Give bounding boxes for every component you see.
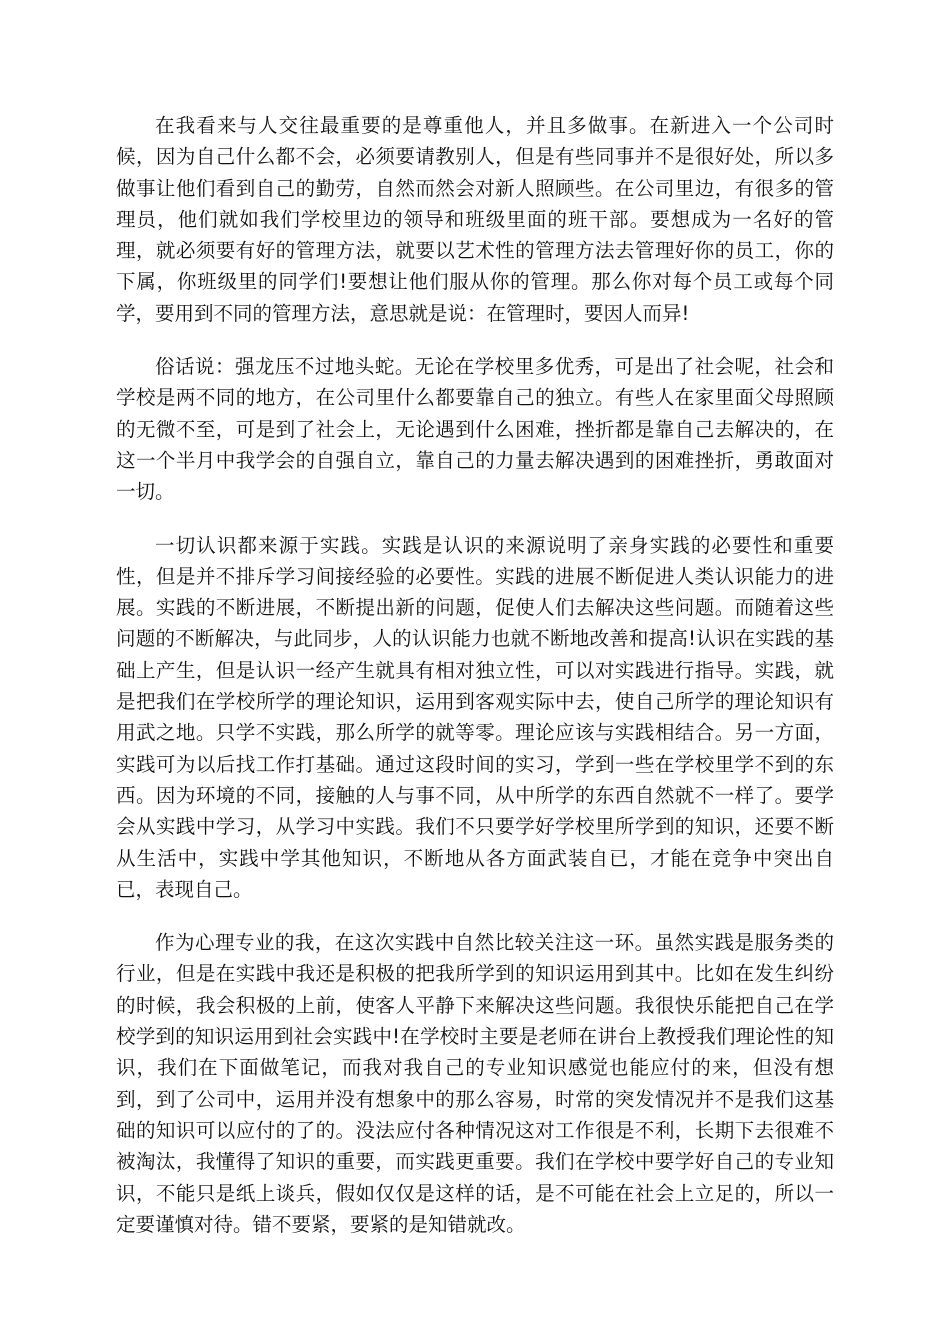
paragraph-interpersonal-respect: 在我看来与人交往最重要的是尊重他人，并且多做事。在新进入一个公司时候，因为自己什么都不会，必须要请教别人，但是有些同事并不是很好处，所以多做事让他们看到自己的勤劳，自然而然会对新人照顾些。在公司里边，有很多的管理员，他们就如我们学校里边的领导和班级里面的班干部。要想成为一名好的管理，就必须要有好的管理方法，就要以艺术性的管理方法去管理好你的员工，你的下属，你班级里的同学们!要想让他们服从你的管理。那么你对每个员工或每个同学，要用到不同的管理方法，意思就是说：在管理时，要因人而异! (116, 114, 834, 325)
paragraph-psychology-major-practice: 作为心理专业的我，在这次实践中自然比较关注这一环。虽然实践是服务类的行业，但是在实践中我还是积极的把我所学到的知识运用到其中。比如在发生纠纷的时候，我会积极的上前，使客人平静下来解决这些问题。我很快乐能把自己在学校学到的知识运用到社会实践中!在学校时主要是老师在讲台上教授我们理论性的知识，我们在下面做笔记，而我对我自己的专业知识感觉也能应付的来，但没有想到，到了公司中，运用并没有想象中的那么容易，时常的突发情况并不是我们这基础的知识可以应付的了的。没法应付各种情况这对工作很是不利，长期下去很难不被淘汰，我懂得了知识的重要，而实践更重要。我们在学校中要学好自己的专业知识，不能只是纸上谈兵，假如仅仅是这样的话，是不可能在社会上立足的，所以一定要谨慎对待。错不要紧，要紧的是知错就改。 (116, 931, 834, 1236)
paragraph-practice-and-knowledge: 一切认识都来源于实践。实践是认识的来源说明了亲身实践的必要性和重要性，但是并不排斥学习间接经验的必要性。实践的进展不断促进人类认识能力的进展。实践的不断进展，不断提出新的问题，促使人们去解决这些问题。而随着这些问题的不断解决，与此同步，人的认识能力也就不断地改善和提高!认识在实践的基础上产生，但是认识一经产生就具有相对独立性，可以对实践进行指导。实践，就是把我们在学校所学的理论知识，运用到客观实际中去，使自己所学的理论知识有用武之地。只学不实践，那么所学的就等零。理论应该与实践相结合。另一方面，实践可为以后找工作打基础。通过这段时间的实习，学到一些在学校里学不到的东西。因为环境的不同，接触的人与事不同，从中所学的东西自然就不一样了。要学会从实践中学习，从学习中实践。我们不只要学好学校里所学到的知识，还要不断从生活中，实践中学其他知识，不断地从各方面武装自已，才能在竞争中突出自已，表现自己。 (116, 533, 834, 901)
document-page (116, 110, 834, 1262)
paragraph-self-reliance: 俗话说：强龙压不过地头蛇。无论在学校里多优秀，可是出了社会呢，社会和学校是两不同的地方，在公司里什么都要靠自己的独立。有些人在家里面父母照顾的无微不至，可是到了社会上，无论遇到什么困难，挫折都是靠自己去解决的，在这一个半月中我学会的自强自立，靠自己的力量去解决遇到的困难挫折，勇敢面对一切。 (116, 355, 834, 504)
